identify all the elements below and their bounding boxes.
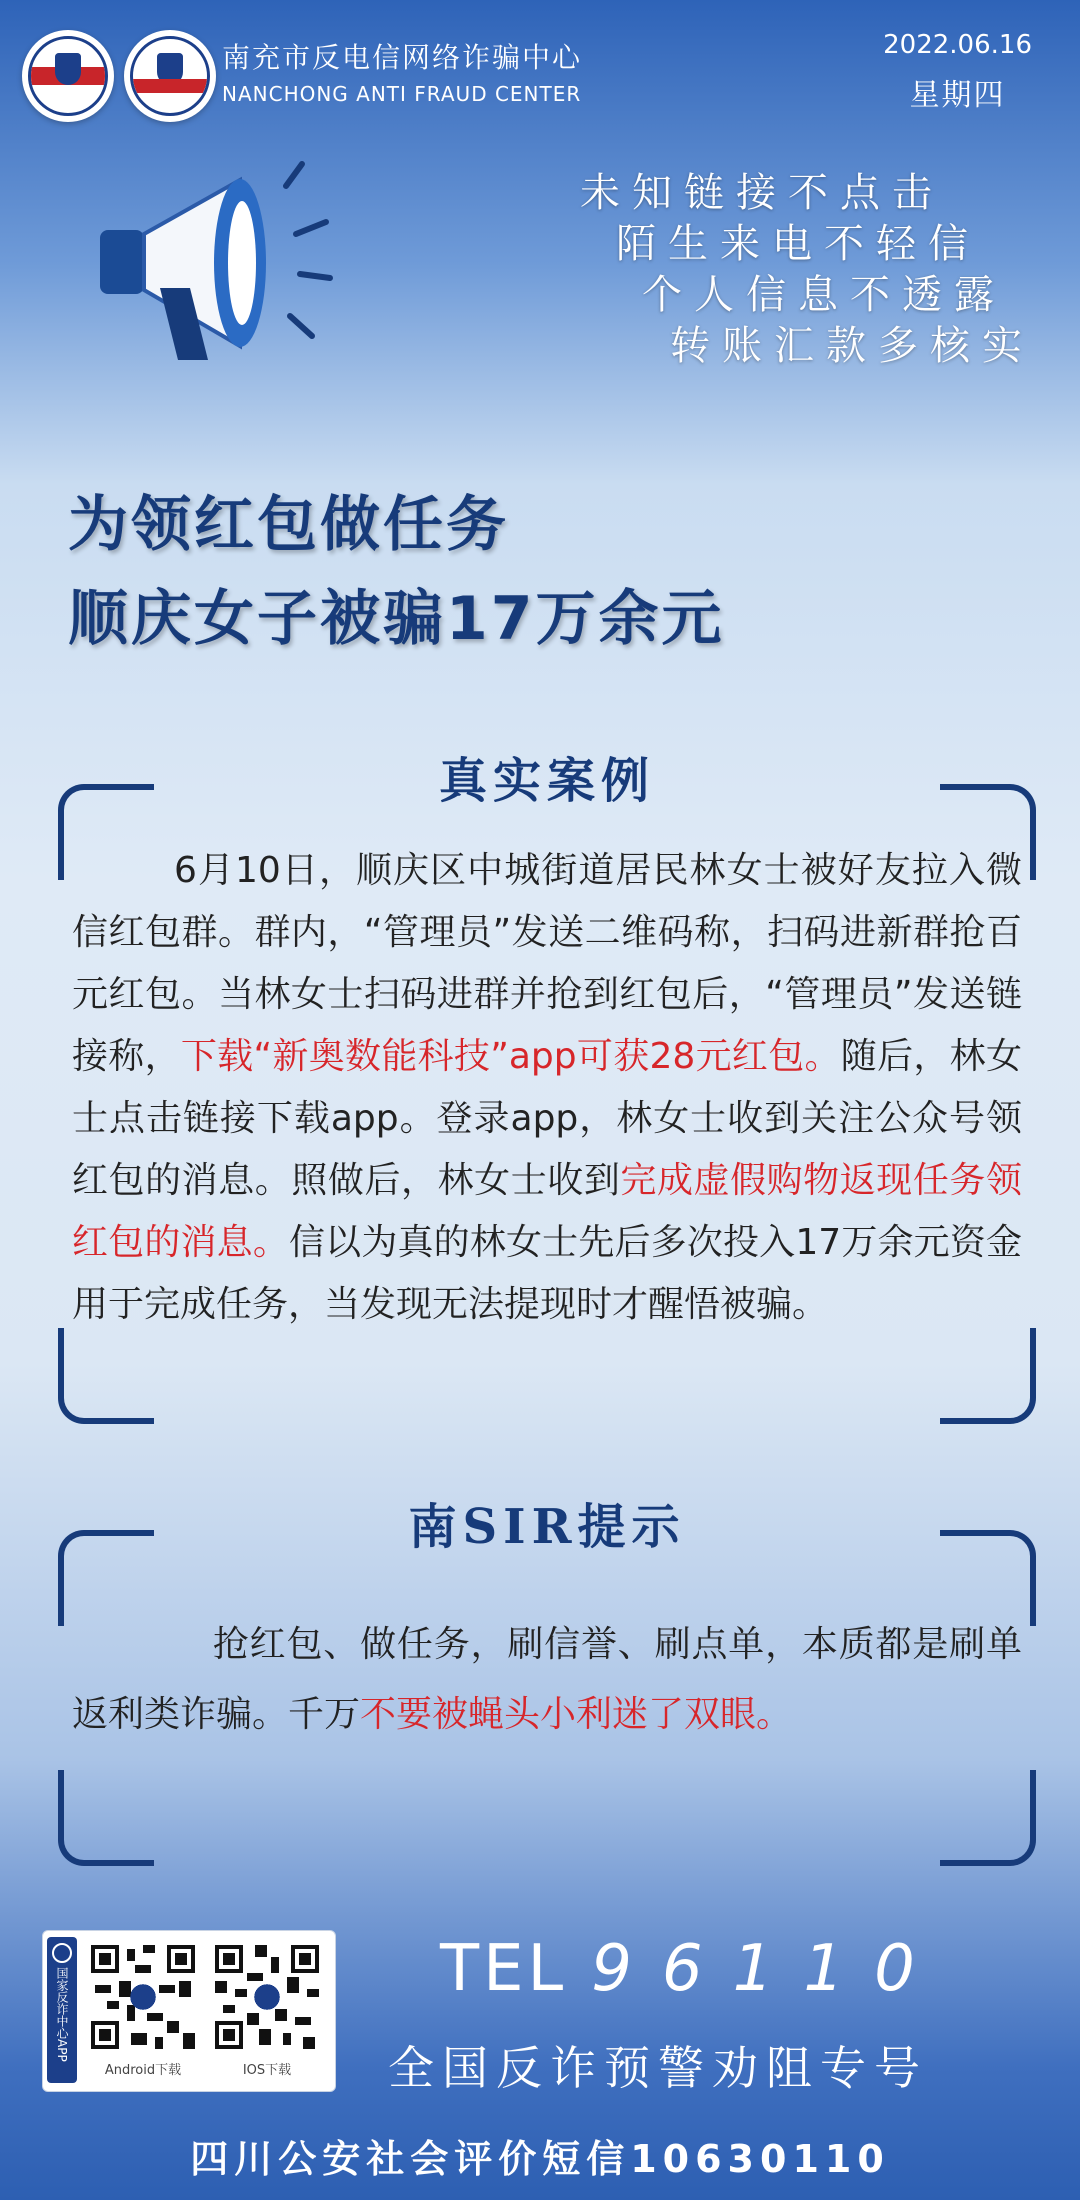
anti-fraud-badge-icon	[124, 30, 216, 122]
date-text: 2022.06.16	[883, 30, 1032, 60]
tip-text-part: 抢红包、做任务，刷信誉、刷点单，本质都是刷单返利类诈骗。千万	[72, 1624, 1022, 1735]
tip-highlight: 不要被蝇头小利迷了双眼。	[360, 1694, 793, 1735]
hotline-text: 全国反诈预警劝阻专号	[388, 2041, 928, 2095]
case-text-part: 信以为真的林女士先后多次投入17万余元资金用于完成任务，当发现无法提现时才醒悟被骗。	[72, 1222, 1022, 1325]
app-name: 国家反诈中心APP	[55, 1967, 69, 2062]
app-tag	[47, 1937, 77, 2083]
frame-corner	[940, 1770, 1036, 1866]
sms-line: 四川公安社会评价短信10630110	[190, 2137, 890, 2181]
tip-section	[58, 1499, 1036, 1866]
org-name	[222, 36, 582, 106]
frame-corner	[58, 1328, 154, 1424]
frame-corner	[940, 1328, 1036, 1424]
tel-number[interactable]: 96110	[591, 1932, 945, 2006]
app-download-panel	[42, 1930, 336, 2092]
tel-label: TEL	[440, 1932, 568, 2006]
header-logos	[22, 30, 216, 122]
tip-title: 南SIR提示	[408, 1499, 686, 1555]
headline-line-2: 顺庆女子被骗17万余元	[68, 584, 725, 654]
case-title: 真实案例	[438, 753, 655, 809]
weekday-text: 星期四	[909, 78, 1006, 113]
slogan-item: 个人信息不透露	[642, 272, 1006, 318]
org-name-en: NANCHONG ANTI FRAUD CENTER	[222, 82, 582, 106]
case-text-part: 随后，林女士点击链接下载app。登录app，林女士收到关注公众号领红包的消息。照做后，林女士收到	[72, 1036, 1022, 1201]
qr-code-icon[interactable]	[211, 1941, 323, 2053]
slogan-item: 未知链接不点击	[580, 170, 944, 216]
case-section	[58, 753, 1036, 1424]
slogan-item: 陌生来电不轻信	[616, 221, 980, 267]
case-highlight-1: 下载“新奥数能科技”app可获28元红包。	[180, 1036, 841, 1077]
megaphone-icon	[90, 150, 350, 380]
police-badge-icon	[22, 30, 114, 122]
tip-text	[72, 1610, 1022, 1750]
qr-code-icon[interactable]	[87, 1941, 199, 2053]
tel-line	[440, 1932, 945, 2006]
headline	[68, 478, 725, 666]
ios-download-label: IOS下载	[242, 2063, 292, 2078]
android-download-label: Android下载	[104, 2063, 182, 2078]
slogan-item: 转账汇款多核实	[670, 323, 1034, 369]
case-highlight-2: 完成虚假购物返现任务领红包的消息。	[72, 1160, 1022, 1263]
headline-line-1: 为领红包做任务	[68, 490, 509, 560]
date-block	[883, 30, 1032, 114]
app-logo-icon	[52, 1943, 72, 1963]
frame-corner	[58, 1770, 154, 1866]
case-text-part: 6月10日，顺庆区中城街道居民林女士被好友拉入微信红包群。群内，“管理员”发送二维码称，扫码进新群抢百元红包。当林女士扫码进群并抢到红包后，“管理员”发送链接称，	[72, 850, 1022, 1077]
org-name-cn: 南充市反电信网络诈骗中心	[222, 41, 583, 74]
case-text	[72, 840, 1022, 1336]
slogan-list	[580, 168, 1034, 372]
